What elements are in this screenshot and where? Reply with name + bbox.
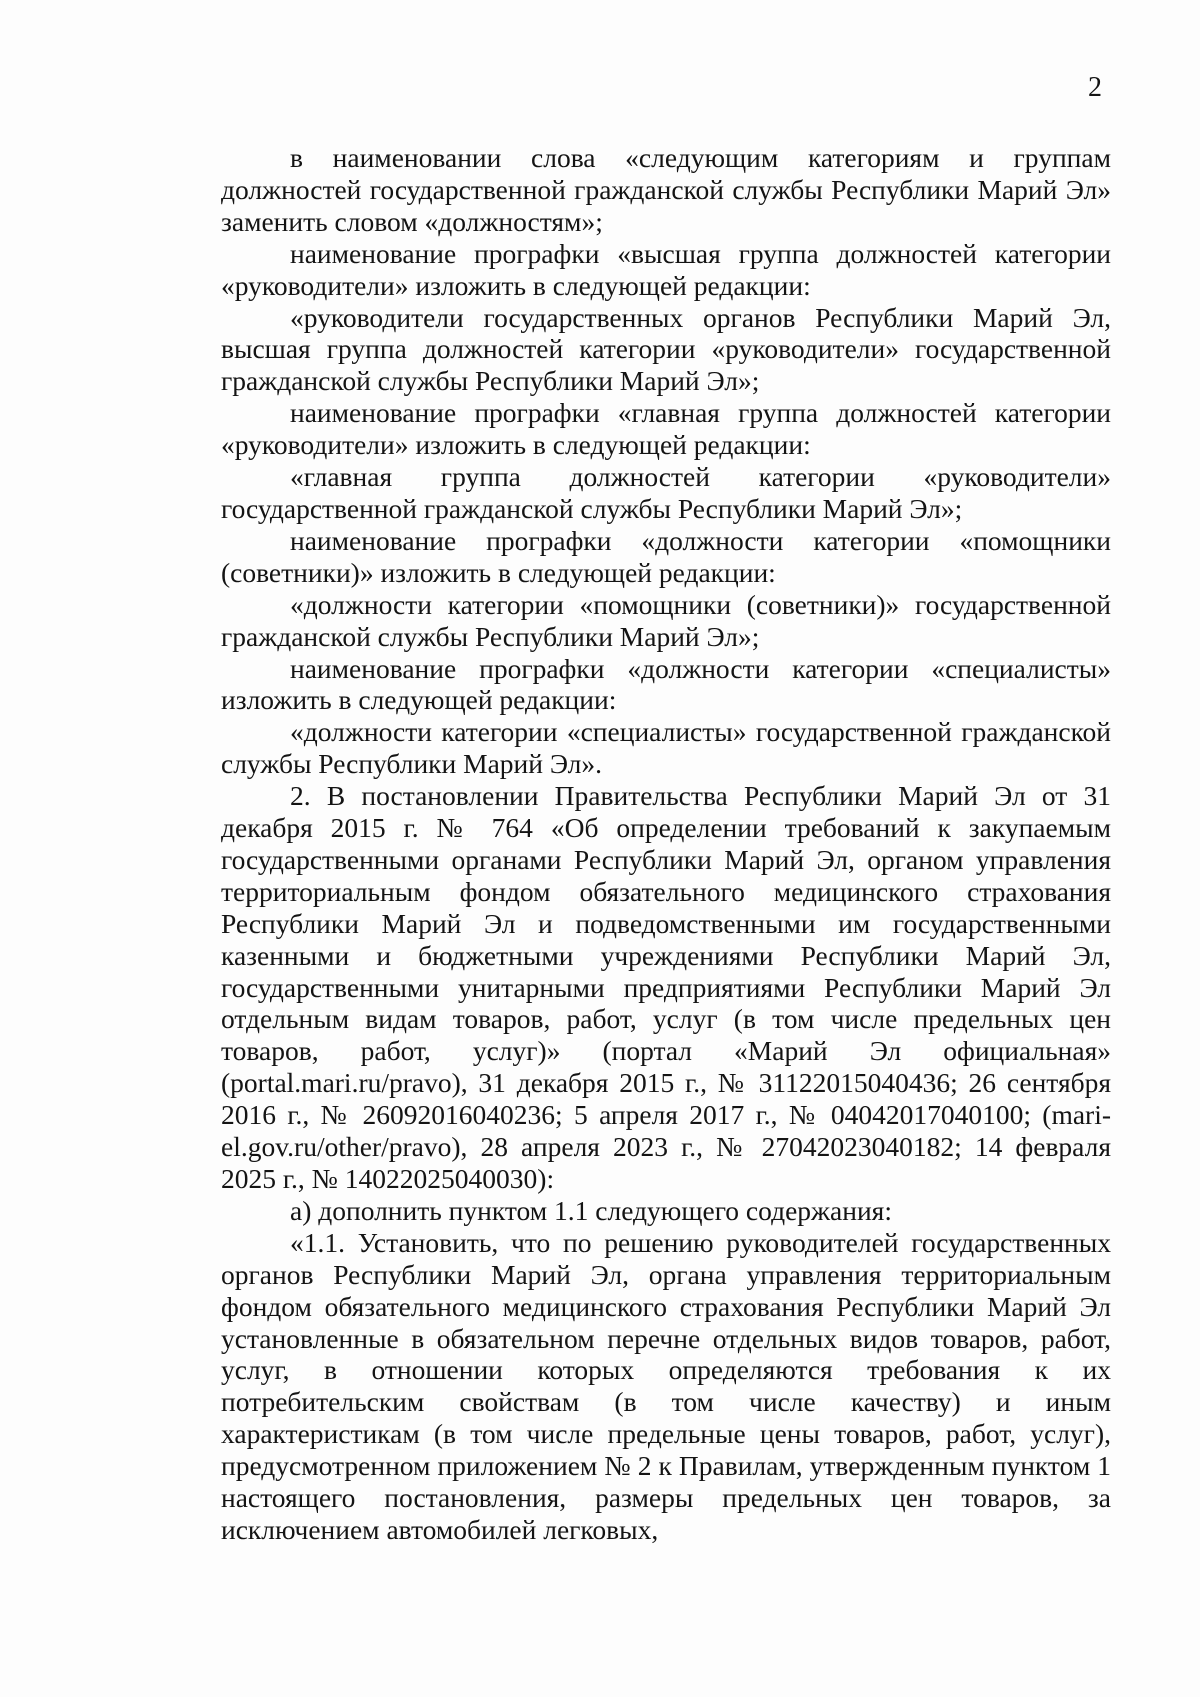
paragraph: наименование прографки «должности категории «помощники (советники)» изложить в следующей редакции: [221, 524, 1111, 588]
paragraph: в наименовании слова «следующим категориям и группам должностей государственной гражданской службы Республики Марий Эл» заменить словом «должностям»; [221, 142, 1111, 237]
paragraph: «главная группа должностей категории «руководители» государственной гражданской службы Республики Марий Эл»; [221, 461, 1111, 524]
paragraph: наименование прографки «главная группа должностей категории «руководители» изложить в следующей редакции: [221, 397, 1111, 461]
paragraph: «1.1. Установить, что по решению руководителей государственных органов Республики Марий Эл, органа управления территориальным фондом обязательного медицинского страхования Республики Марий Эл установленные в обязательном перечне отдельных видов товаров, работ, услуг, в отношении которых определяются требования к их потребительским свойствам (в том числе качеству) и иным характеристикам (в том числе предельные цены товаров, работ, услуг), предусмотренном приложением № 2 к Правилам, утвержденным пунктом 1 настоящего постановления, размеры предельных цен товаров, за исключением автомобилей легковых, [221, 1226, 1111, 1545]
paragraph: а) дополнить пунктом 1.1 следующего содержания: [290, 1194, 892, 1226]
paragraph: 2. В постановлении Правительства Республики Марий Эл от 31 декабря 2015 г. № 764 «Об определении требований к закупаемым государственными органами Республики Марий Эл, органом управления территориальным фондом обязательного медицинского страхования Республики Марий Эл и подведомственными им государственными казенными и бюджетными учреждениями Республики Марий Эл, государственными унитарными предприятиями Республики Марий Эл отдельным видам товаров, работ, услуг (в том числе предельных цен товаров, работ, услуг)» (портал «Марий Эл официальная» (portal.mari.ru/pravo), 31 декабря 2015 г., № 31122015040436; 26 сентября 2016 г., № 26092016040236; 5 апреля 2017 г., № 04042017040100; (mari-el.gov.ru/other/pravo), 28 апреля 2023 г., № 27042023040182; 14 февраля 2025 г., № 14022025040030): [221, 780, 1111, 1194]
paragraph: наименование прографки «высшая группа должностей категории «руководители» изложить в следующей редакции: [221, 237, 1111, 301]
document-body [221, 142, 1111, 1546]
paragraph: «должности категории «специалисты» государственной гражданской службы Республики Марий Эл». [221, 716, 1111, 780]
paragraph: «руководители государственных органов Республики Марий Эл, высшая группа должностей категории «руководители» государственной гражданской службы Республики Марий Эл»; [221, 301, 1111, 397]
paragraph: «должности категории «помощники (советники)» государственной гражданской службы Республики Марий Эл»; [221, 588, 1111, 652]
page-number: 2 [1088, 72, 1102, 103]
paragraph: наименование прографки «должности категории «специалисты» изложить в следующей редакции: [221, 652, 1111, 716]
